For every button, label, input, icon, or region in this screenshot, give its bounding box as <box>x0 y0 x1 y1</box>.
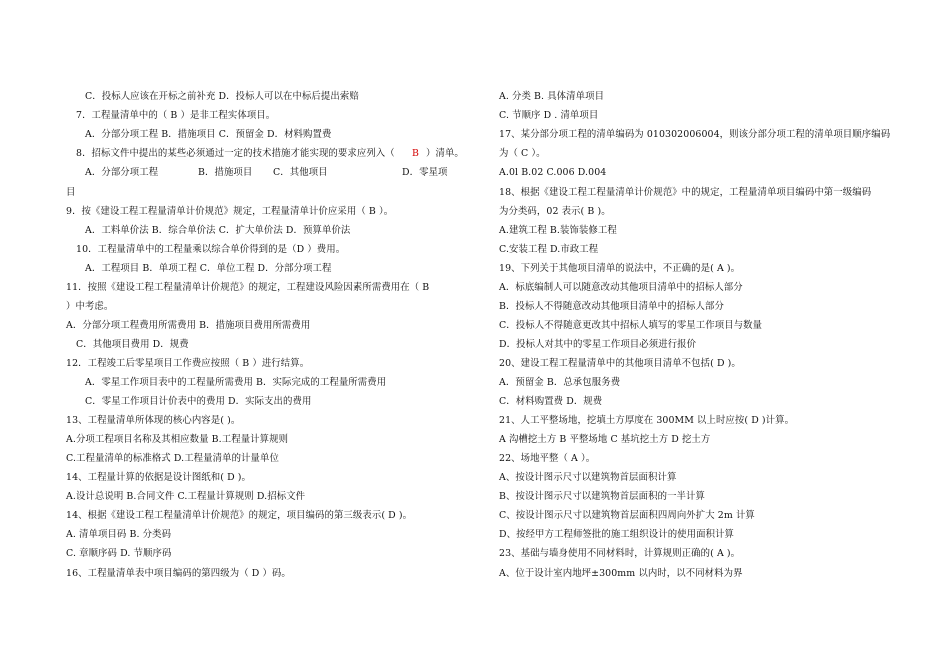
question-13-options-cd: C.工程量清单的标准格式 D.工程量清单的计量单位 <box>66 453 279 464</box>
question-19: 19、下列关于其他项目清单的说法中，不正确的是( A )。 <box>499 263 741 274</box>
question-16-options-ab: A. 分类 B. 具体清单项目 <box>499 91 605 102</box>
question-18: 18、根据《建设工程工程量清单计价规范》中的规定，工程量清单项目编码中第一级编码 <box>499 187 872 198</box>
option-b: B．措施项目 <box>198 167 253 178</box>
question-22-option-c: C、按设计图示尺寸以建筑物首层面积四周向外扩大 2m 计算 <box>499 510 755 521</box>
question-19-option-c: C．投标人不得随意更改其中招标人填写的零星工作项目与数量 <box>499 320 763 331</box>
question-17: 17、某分部分项工程的清单编码为 010302006004，则该分部分项工程的清单项目顺序编码 <box>499 129 891 140</box>
text-line: 为（ C ）。 <box>499 148 546 159</box>
question-23-option-a: A、位于设计室内地坪±300mm 以内时，以不同材料为界 <box>499 568 743 579</box>
question-14b: 14、根据《建设工程工程量清单计价规范》的规定，项目编码的第三级表示( D )。 <box>66 510 413 521</box>
question-21: 21、人工平整场地，挖填土方厚度在 300MM 以上时应按( D )计算。 <box>499 415 795 426</box>
question-20-options-ab: A．预留金 B．总承包服务费 <box>499 377 621 388</box>
question-22: 22、场地平整（ A ）。 <box>499 453 596 464</box>
question-14b-options-ab: A. 清单项目码 B. 分类码 <box>66 529 172 540</box>
text-line: C．投标人应该在开标之前补充 D．投标人可以在中标后提出索赔 <box>85 91 359 102</box>
option-a: A．分部分项工程 <box>85 167 159 178</box>
question-8-answer: B <box>412 148 419 159</box>
question-13-options-ab: A.分项工程项目名称及其相应数量 B.工程量计算规则 <box>66 434 289 445</box>
question-19-option-a: A．标底编制人可以随意改动其他项目清单中的招标人部分 <box>499 282 743 293</box>
question-7-options: A．分部分项工程 B．措施项目 C．预留金 D．材料购置费 <box>85 129 332 140</box>
question-9: 9．按《建设工程工程量清单计价规范》规定，工程量清单计价应采用（ B ）。 <box>66 206 394 217</box>
question-19-option-b: B．投标人不得随意改动其他项目清单中的招标人部分 <box>499 301 724 312</box>
question-8-suffix: ）清单。 <box>426 148 464 159</box>
question-18-options-cd: C.安装工程 D.市政工程 <box>499 244 599 255</box>
option-d: D．零星项 <box>402 167 448 178</box>
question-21-options: A 沟槽挖土方 B 平整场地 C 基坑挖土方 D 挖土方 <box>499 434 711 445</box>
text-line: 为分类码，02 表示( B )。 <box>499 206 611 217</box>
question-22-option-d: D、按经甲方工程师签批的施工组织设计的使用面积计算 <box>499 529 735 540</box>
question-14-options: A.设计总说明 B.合同文件 C.工程量计算规则 D.招标文件 <box>66 491 306 502</box>
question-10-options: A．工程项目 B．单项工程 C．单位工程 D．分部分项工程 <box>85 263 332 274</box>
question-20-options-cd: C．材料购置费 D．规费 <box>499 396 603 407</box>
text-line: 目 <box>66 187 76 198</box>
question-18-options-ab: A.建筑工程 B.装饰装修工程 <box>499 225 617 236</box>
text-line: ）中考虑。 <box>66 301 114 312</box>
question-16: 16、工程量清单表中项目编码的第四级为（ D ）码。 <box>66 568 291 579</box>
question-9-options: A．工料单价法 B．综合单价法 C．扩大单价法 D．预算单价法 <box>85 225 351 236</box>
question-19-option-d: D．投标人对其中的零星工作项目必须进行报价 <box>499 339 697 350</box>
question-11: 11．按照《建设工程工程量清单计价规范》的规定，工程建设风险因素所需费用在（ B <box>66 282 430 293</box>
question-20: 20、建设工程工程量清单中的其他项目清单不包括( D )。 <box>499 358 741 369</box>
question-17-options: A.0l B.02 C.006 D.004 <box>499 167 607 178</box>
option-c: C．其他项目 <box>273 167 328 178</box>
question-16-options-cd: C. 节顺序 D . 清单项目 <box>499 110 599 121</box>
question-12-options-cd: C．零星工作项目计价表中的费用 D．实际支出的费用 <box>85 396 312 407</box>
question-12: 12．工程竣工后零星项目工作费应按照（ B ）进行结算。 <box>66 358 310 369</box>
question-11-options-ab: A．分部分项工程费用所需费用 B．措施项目费用所需费用 <box>66 320 311 331</box>
question-12-options-ab: A．零星工作项目表中的工程量所需费用 B．实际完成的工程量所需费用 <box>85 377 387 388</box>
question-10: 10．工程量清单中的工程量乘以综合单价得到的是（D ）费用。 <box>76 244 346 255</box>
question-23: 23、基础与墙身使用不同材料时，计算规则正确的( A )。 <box>499 548 741 559</box>
question-13: 13、工程量清单所体现的核心内容是( )。 <box>66 415 241 426</box>
question-8-text: 8．招标文件中提出的某些必须通过一定的技术措施才能实现的要求应列入（ <box>76 148 395 159</box>
question-11-options-cd: C．其他项目费用 D．规费 <box>76 339 189 350</box>
question-14: 14、工程量计算的依据是设计图纸和( D )。 <box>66 472 252 483</box>
question-14b-options-cd: C. 章顺序码 D. 节顺序码 <box>66 548 172 559</box>
question-22-option-b: B、按设计图示尺寸以建筑物首层面积的一半计算 <box>499 491 705 502</box>
question-7: 7．工程量清单中的（ B ）是非工程实体项目。 <box>76 110 276 121</box>
question-22-option-a: A、按设计图示尺寸以建筑物首层面积计算 <box>499 472 677 483</box>
